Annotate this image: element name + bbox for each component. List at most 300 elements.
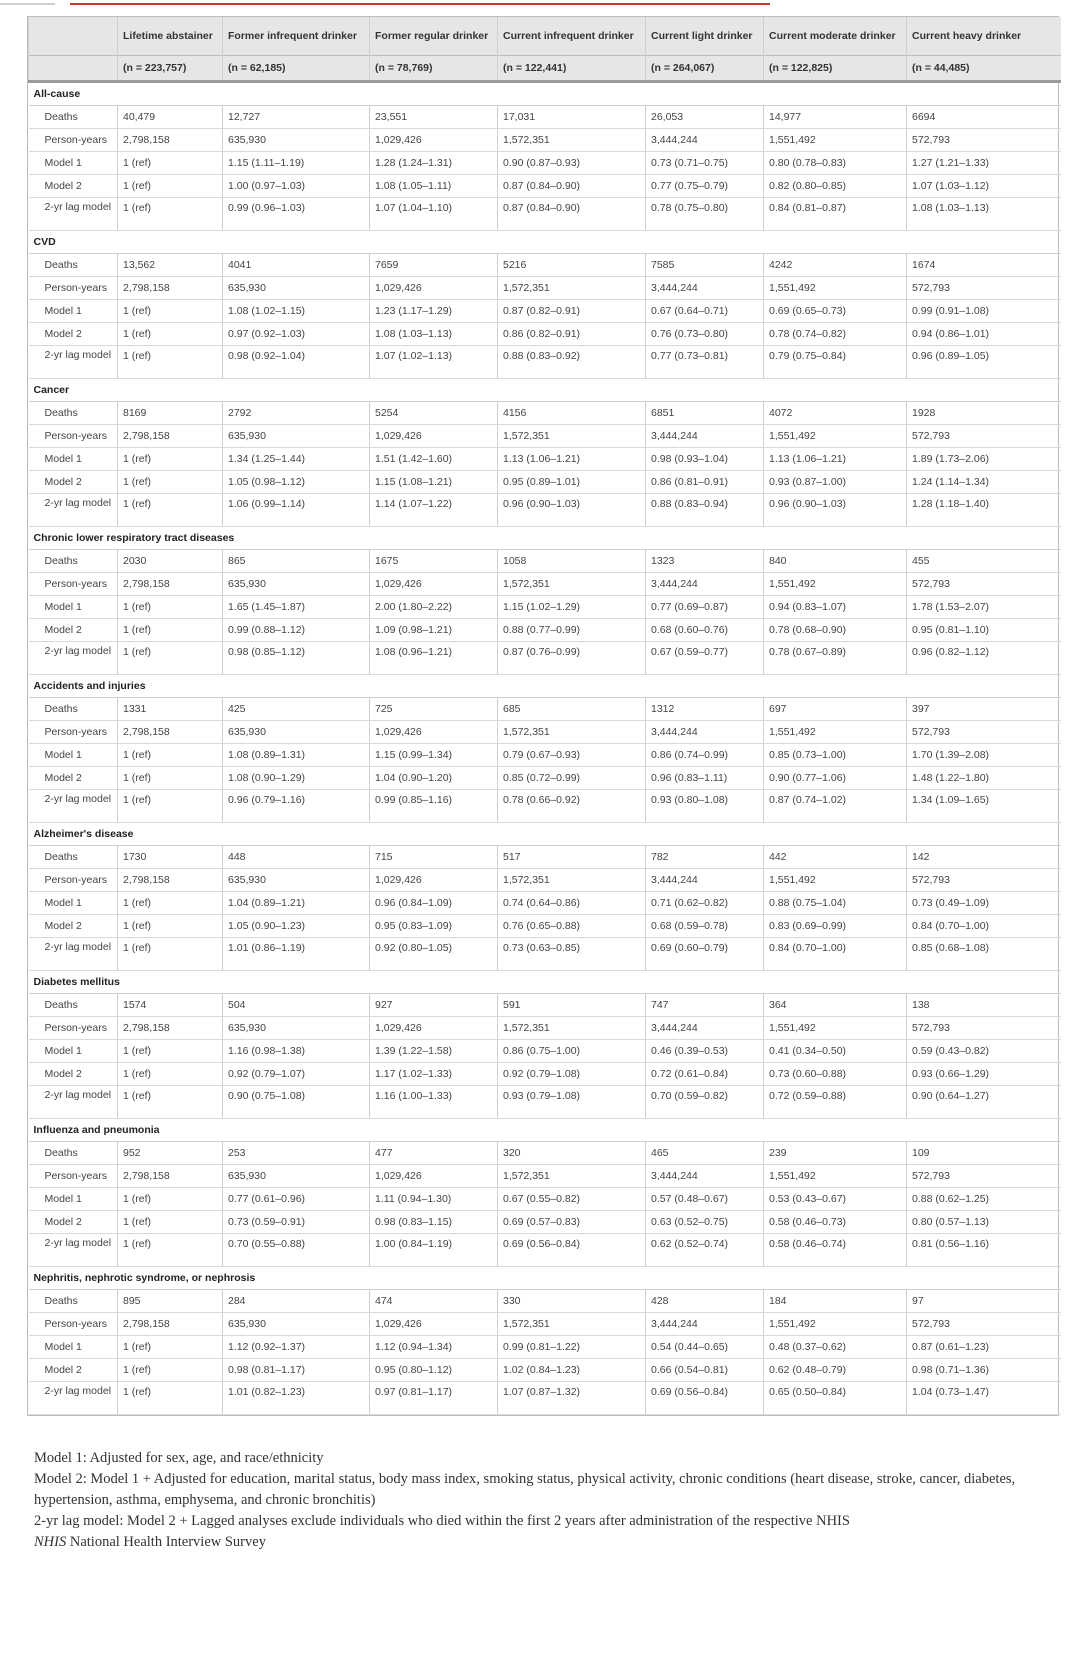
table-cell: 0.94 (0.86–1.01) <box>907 323 1061 346</box>
section-title: Influenza and pneumonia <box>29 1119 1061 1142</box>
table-row <box>29 1234 1061 1267</box>
section-header-row <box>29 379 1061 402</box>
table-cell: 1.17 (1.02–1.33) <box>370 1063 498 1086</box>
table-cell: 1.23 (1.17–1.29) <box>370 300 498 323</box>
table-cell: 0.95 (0.80–1.12) <box>370 1359 498 1382</box>
table-cell: 0.73 (0.60–0.88) <box>764 1063 907 1086</box>
row-label: Model 1 <box>29 892 118 915</box>
table-cell: 5254 <box>370 402 498 425</box>
row-label: 2-yr lag model <box>29 346 118 379</box>
row-label: Model 1 <box>29 448 118 471</box>
table-cell: 0.93 (0.87–1.00) <box>764 471 907 494</box>
table-cell: 1.05 (0.90–1.23) <box>223 915 370 938</box>
table-cell: 1.04 (0.89–1.21) <box>223 892 370 915</box>
table-cell: 1.15 (1.11–1.19) <box>223 152 370 175</box>
row-label: Model 2 <box>29 175 118 198</box>
row-label: 2-yr lag model <box>29 1086 118 1119</box>
table-cell: 1 (ref) <box>118 744 223 767</box>
row-label: Model 2 <box>29 1211 118 1234</box>
table-row <box>29 994 1061 1017</box>
table-cell: 138 <box>907 994 1061 1017</box>
table-cell: 1.08 (1.02–1.15) <box>223 300 370 323</box>
table-cell: 1.78 (1.53–2.07) <box>907 596 1061 619</box>
table-cell: 0.87 (0.61–1.23) <box>907 1336 1061 1359</box>
table-cell: 474 <box>370 1290 498 1313</box>
table-cell: 1 (ref) <box>118 1086 223 1119</box>
table-cell: 0.87 (0.82–0.91) <box>498 300 646 323</box>
table-cell: 1 (ref) <box>118 938 223 971</box>
table-cell: 0.67 (0.55–0.82) <box>498 1188 646 1211</box>
table-cell: 0.73 (0.63–0.85) <box>498 938 646 971</box>
mortality-table <box>28 17 1061 1415</box>
table-cell: 0.78 (0.68–0.90) <box>764 619 907 642</box>
table-row <box>29 129 1061 152</box>
row-label: 2-yr lag model <box>29 938 118 971</box>
table-cell: 1 (ref) <box>118 494 223 527</box>
table-cell: 1,029,426 <box>370 573 498 596</box>
table-row <box>29 767 1061 790</box>
table-row <box>29 744 1061 767</box>
table-cell: 1.34 (1.25–1.44) <box>223 448 370 471</box>
table-cell: 0.88 (0.83–0.94) <box>646 494 764 527</box>
table-cell: 0.92 (0.79–1.07) <box>223 1063 370 1086</box>
table-row <box>29 790 1061 823</box>
table-cell: 0.66 (0.54–0.81) <box>646 1359 764 1382</box>
table-cell: 1,551,492 <box>764 869 907 892</box>
table-cell: 1,551,492 <box>764 1017 907 1040</box>
row-label: Deaths <box>29 994 118 1017</box>
table-cell: 4156 <box>498 402 646 425</box>
table-cell: 3,444,244 <box>646 869 764 892</box>
table-row <box>29 915 1061 938</box>
section-title: CVD <box>29 231 1061 254</box>
row-label: Person-years <box>29 1017 118 1040</box>
table-cell: 2,798,158 <box>118 129 223 152</box>
table-cell: 0.95 (0.83–1.09) <box>370 915 498 938</box>
table-cell: 13,562 <box>118 254 223 277</box>
table-cell: 0.98 (0.81–1.17) <box>223 1359 370 1382</box>
table-cell: 455 <box>907 550 1061 573</box>
table-cell: 572,793 <box>907 721 1061 744</box>
table-cell: 465 <box>646 1142 764 1165</box>
table-cell: 0.63 (0.52–0.75) <box>646 1211 764 1234</box>
table-cell: 572,793 <box>907 869 1061 892</box>
table-cell: 782 <box>646 846 764 869</box>
table-cell: 3,444,244 <box>646 573 764 596</box>
table-cell: 1,029,426 <box>370 425 498 448</box>
table-cell: 0.88 (0.83–0.92) <box>498 346 646 379</box>
table-row <box>29 869 1061 892</box>
table-cell: 0.87 (0.84–0.90) <box>498 175 646 198</box>
table-row <box>29 198 1061 231</box>
table-cell: 0.59 (0.43–0.82) <box>907 1040 1061 1063</box>
table-cell: 0.67 (0.59–0.77) <box>646 642 764 675</box>
table-cell: 685 <box>498 698 646 721</box>
table-cell: 1.06 (0.99–1.14) <box>223 494 370 527</box>
table-cell: 0.98 (0.71–1.36) <box>907 1359 1061 1382</box>
table-cell: 0.68 (0.59–0.78) <box>646 915 764 938</box>
table-cell: 0.69 (0.56–0.84) <box>646 1382 764 1415</box>
column-sample-size: (n = 44,485) <box>907 56 1061 82</box>
table-cell: 0.85 (0.68–1.08) <box>907 938 1061 971</box>
table-cell: 0.85 (0.73–1.00) <box>764 744 907 767</box>
row-label: Person-years <box>29 425 118 448</box>
row-label: 2-yr lag model <box>29 1382 118 1415</box>
table-cell: 0.72 (0.61–0.84) <box>646 1063 764 1086</box>
table-cell: 26,053 <box>646 106 764 129</box>
table-cell: 1,029,426 <box>370 1165 498 1188</box>
table-cell: 0.93 (0.79–1.08) <box>498 1086 646 1119</box>
section-title: Nephritis, nephrotic syndrome, or nephrosis <box>29 1267 1061 1290</box>
column-header: Former infrequent drinker <box>223 17 370 56</box>
table-cell: 1675 <box>370 550 498 573</box>
table-cell: 0.88 (0.62–1.25) <box>907 1188 1061 1211</box>
table-cell: 1312 <box>646 698 764 721</box>
table-cell: 1.15 (1.02–1.29) <box>498 596 646 619</box>
table-cell: 1.70 (1.39–2.08) <box>907 744 1061 767</box>
table-cell: 1,572,351 <box>498 425 646 448</box>
column-header: Lifetime abstainer <box>118 17 223 56</box>
row-label: Person-years <box>29 573 118 596</box>
table-cell: 0.79 (0.67–0.93) <box>498 744 646 767</box>
table-row <box>29 1165 1061 1188</box>
table-cell: 1,029,426 <box>370 1017 498 1040</box>
table-cell: 4242 <box>764 254 907 277</box>
row-label: Person-years <box>29 1313 118 1336</box>
column-header: Current moderate drinker <box>764 17 907 56</box>
column-sample-size: (n = 122,441) <box>498 56 646 82</box>
table-cell: 5216 <box>498 254 646 277</box>
table-row <box>29 300 1061 323</box>
table-cell: 0.98 (0.83–1.15) <box>370 1211 498 1234</box>
table-cell: 1 (ref) <box>118 346 223 379</box>
table-row <box>29 106 1061 129</box>
table-cell: 0.83 (0.69–0.99) <box>764 915 907 938</box>
table-cell: 3,444,244 <box>646 129 764 152</box>
row-label: Person-years <box>29 721 118 744</box>
column-sample-size: (n = 78,769) <box>370 56 498 82</box>
table-cell: 1,572,351 <box>498 129 646 152</box>
table-cell: 635,930 <box>223 1017 370 1040</box>
table-cell: 0.93 (0.66–1.29) <box>907 1063 1061 1086</box>
table-cell: 0.96 (0.90–1.03) <box>764 494 907 527</box>
table-cell: 0.94 (0.83–1.07) <box>764 596 907 619</box>
table-cell: 1331 <box>118 698 223 721</box>
table-cell: 715 <box>370 846 498 869</box>
table-cell: 0.87 (0.74–1.02) <box>764 790 907 823</box>
row-label: Deaths <box>29 698 118 721</box>
table-cell: 0.86 (0.74–0.99) <box>646 744 764 767</box>
row-label: Deaths <box>29 846 118 869</box>
table-cell: 572,793 <box>907 1313 1061 1336</box>
table-cell: 0.72 (0.59–0.88) <box>764 1086 907 1119</box>
table-cell: 572,793 <box>907 573 1061 596</box>
table-cell: 0.96 (0.83–1.11) <box>646 767 764 790</box>
table-cell: 1.01 (0.82–1.23) <box>223 1382 370 1415</box>
table-cell: 0.99 (0.91–1.08) <box>907 300 1061 323</box>
table-cell: 364 <box>764 994 907 1017</box>
column-sample-size: (n = 264,067) <box>646 56 764 82</box>
table-cell: 1.08 (0.90–1.29) <box>223 767 370 790</box>
table-cell: 3,444,244 <box>646 1165 764 1188</box>
table-cell: 0.96 (0.79–1.16) <box>223 790 370 823</box>
table-cell: 1.11 (0.94–1.30) <box>370 1188 498 1211</box>
table-cell: 1,551,492 <box>764 573 907 596</box>
table-row <box>29 1313 1061 1336</box>
table-cell: 0.62 (0.52–0.74) <box>646 1234 764 1267</box>
table-cell: 1.51 (1.42–1.60) <box>370 448 498 471</box>
table-cell: 2030 <box>118 550 223 573</box>
row-label: Model 2 <box>29 915 118 938</box>
table-cell: 0.76 (0.65–0.88) <box>498 915 646 938</box>
table-row <box>29 573 1061 596</box>
table-cell: 0.73 (0.59–0.91) <box>223 1211 370 1234</box>
table-cell: 1,572,351 <box>498 1017 646 1040</box>
row-label: Model 2 <box>29 619 118 642</box>
table-cell: 0.99 (0.96–1.03) <box>223 198 370 231</box>
table-cell: 0.84 (0.70–1.00) <box>764 938 907 971</box>
nhis-definition: National Health Interview Survey <box>66 1534 266 1550</box>
table-cell: 1.08 (1.03–1.13) <box>370 323 498 346</box>
table-cell: 1.12 (0.92–1.37) <box>223 1336 370 1359</box>
table-cell: 0.79 (0.75–0.84) <box>764 346 907 379</box>
table-cell: 284 <box>223 1290 370 1313</box>
table-cell: 0.74 (0.64–0.86) <box>498 892 646 915</box>
table-cell: 635,930 <box>223 129 370 152</box>
nhis-abbreviation: NHIS <box>34 1534 67 1550</box>
table-cell: 0.87 (0.76–0.99) <box>498 642 646 675</box>
table-cell: 1 (ref) <box>118 471 223 494</box>
table-cell: 442 <box>764 846 907 869</box>
table-row <box>29 721 1061 744</box>
row-label: Deaths <box>29 106 118 129</box>
title-link-underline <box>70 3 770 5</box>
mortality-table-container <box>27 16 1059 1416</box>
table-cell: 1 (ref) <box>118 323 223 346</box>
table-cell: 320 <box>498 1142 646 1165</box>
table-cell: 0.68 (0.60–0.76) <box>646 619 764 642</box>
table-cell: 397 <box>907 698 1061 721</box>
row-label: Deaths <box>29 1290 118 1313</box>
row-label: Person-years <box>29 129 118 152</box>
header-row-names <box>29 17 1061 56</box>
table-cell: 3,444,244 <box>646 1313 764 1336</box>
table-cell: 1323 <box>646 550 764 573</box>
table-cell: 0.77 (0.61–0.96) <box>223 1188 370 1211</box>
table-row <box>29 1040 1061 1063</box>
table-cell: 0.69 (0.65–0.73) <box>764 300 907 323</box>
table-cell: 1,551,492 <box>764 721 907 744</box>
table-cell: 23,551 <box>370 106 498 129</box>
footnote-model2: Model 2: Model 1 + Adjusted for education, marital status, body mass index, smoking status, physical activity, chronic conditions (heart disease, stroke, cancer, diabetes, hypertension, asthma, emphysema, and chronic bronchitis) <box>34 1471 1016 1508</box>
table-cell: 1 (ref) <box>118 892 223 915</box>
table-cell: 1.48 (1.22–1.80) <box>907 767 1061 790</box>
table-cell: 0.90 (0.64–1.27) <box>907 1086 1061 1119</box>
table-cell: 14,977 <box>764 106 907 129</box>
row-label: Model 1 <box>29 596 118 619</box>
table-cell: 0.46 (0.39–0.53) <box>646 1040 764 1063</box>
table-cell: 1058 <box>498 550 646 573</box>
table-cell: 2,798,158 <box>118 1017 223 1040</box>
header-row-counts <box>29 56 1061 82</box>
table-row <box>29 471 1061 494</box>
row-label: Person-years <box>29 869 118 892</box>
table-cell: 0.77 (0.73–0.81) <box>646 346 764 379</box>
table-row <box>29 494 1061 527</box>
table-cell: 0.58 (0.46–0.74) <box>764 1234 907 1267</box>
table-row <box>29 152 1061 175</box>
table-cell: 0.97 (0.92–1.03) <box>223 323 370 346</box>
table-cell: 0.77 (0.69–0.87) <box>646 596 764 619</box>
table-row <box>29 1188 1061 1211</box>
table-cell: 1.08 (0.89–1.31) <box>223 744 370 767</box>
table-cell: 1.15 (0.99–1.34) <box>370 744 498 767</box>
table-row <box>29 642 1061 675</box>
table-cell: 1.07 (1.04–1.10) <box>370 198 498 231</box>
table-cell: 1.15 (1.08–1.21) <box>370 471 498 494</box>
section-header-row <box>29 82 1061 106</box>
column-header: Former regular drinker <box>370 17 498 56</box>
table-cell: 1,572,351 <box>498 869 646 892</box>
table-cell: 1.07 (1.02–1.13) <box>370 346 498 379</box>
table-cell: 1 (ref) <box>118 767 223 790</box>
table-cell: 572,793 <box>907 277 1061 300</box>
section-header-row <box>29 527 1061 550</box>
table-cell: 1 (ref) <box>118 448 223 471</box>
header-corner <box>29 17 118 56</box>
table-cell: 0.84 (0.81–0.87) <box>764 198 907 231</box>
section-title: Accidents and injuries <box>29 675 1061 698</box>
table-cell: 1,029,426 <box>370 129 498 152</box>
table-cell: 0.73 (0.71–0.75) <box>646 152 764 175</box>
table-cell: 1.01 (0.86–1.19) <box>223 938 370 971</box>
table-cell: 1.04 (0.73–1.47) <box>907 1382 1061 1415</box>
table-row <box>29 175 1061 198</box>
footnote-model1: Model 1: Adjusted for sex, age, and race/ethnicity <box>34 1450 324 1466</box>
table-cell: 2.00 (1.80–2.22) <box>370 596 498 619</box>
table-cell: 0.69 (0.57–0.83) <box>498 1211 646 1234</box>
table-cell: 0.53 (0.43–0.67) <box>764 1188 907 1211</box>
table-cell: 97 <box>907 1290 1061 1313</box>
row-label: Deaths <box>29 550 118 573</box>
table-cell: 572,793 <box>907 1165 1061 1188</box>
section-header-row <box>29 675 1061 698</box>
table-cell: 7659 <box>370 254 498 277</box>
table-cell: 1.07 (0.87–1.32) <box>498 1382 646 1415</box>
table-cell: 40,479 <box>118 106 223 129</box>
table-row <box>29 1382 1061 1415</box>
table-cell: 697 <box>764 698 907 721</box>
table-cell: 1.28 (1.24–1.31) <box>370 152 498 175</box>
table-cell: 0.85 (0.72–0.99) <box>498 767 646 790</box>
table-cell: 1 (ref) <box>118 1063 223 1086</box>
table-cell: 635,930 <box>223 573 370 596</box>
table-cell: 0.96 (0.84–1.09) <box>370 892 498 915</box>
table-cell: 7585 <box>646 254 764 277</box>
table-cell: 0.41 (0.34–0.50) <box>764 1040 907 1063</box>
table-cell: 572,793 <box>907 129 1061 152</box>
table-cell: 0.99 (0.88–1.12) <box>223 619 370 642</box>
row-label: Deaths <box>29 1142 118 1165</box>
table-cell: 1,572,351 <box>498 721 646 744</box>
table-cell: 0.92 (0.79–1.08) <box>498 1063 646 1086</box>
table-cell: 428 <box>646 1290 764 1313</box>
table-row <box>29 698 1061 721</box>
table-cell: 3,444,244 <box>646 1017 764 1040</box>
table-cell: 1674 <box>907 254 1061 277</box>
table-cell: 0.96 (0.82–1.12) <box>907 642 1061 675</box>
table-row <box>29 1211 1061 1234</box>
column-header: Current heavy drinker <box>907 17 1061 56</box>
table-row <box>29 425 1061 448</box>
table-cell: 0.80 (0.78–0.83) <box>764 152 907 175</box>
row-label: Person-years <box>29 277 118 300</box>
table-cell: 572,793 <box>907 425 1061 448</box>
table-cell: 0.84 (0.70–1.00) <box>907 915 1061 938</box>
section-header-row <box>29 1267 1061 1290</box>
table-cell: 0.99 (0.85–1.16) <box>370 790 498 823</box>
section-title: Alzheimer's disease <box>29 823 1061 846</box>
table-cell: 0.95 (0.89–1.01) <box>498 471 646 494</box>
table-cell: 635,930 <box>223 1165 370 1188</box>
table-cell: 3,444,244 <box>646 425 764 448</box>
table-cell: 6694 <box>907 106 1061 129</box>
table-cell: 1,029,426 <box>370 277 498 300</box>
row-label: Deaths <box>29 254 118 277</box>
table-cell: 635,930 <box>223 277 370 300</box>
table-cell: 0.98 (0.85–1.12) <box>223 642 370 675</box>
table-cell: 1 (ref) <box>118 175 223 198</box>
table-cell: 504 <box>223 994 370 1017</box>
table-row <box>29 1017 1061 1040</box>
table-row <box>29 1290 1061 1313</box>
table-cell: 0.70 (0.55–0.88) <box>223 1234 370 1267</box>
table-cell: 1 (ref) <box>118 619 223 642</box>
table-cell: 0.78 (0.74–0.82) <box>764 323 907 346</box>
table-cell: 0.70 (0.59–0.82) <box>646 1086 764 1119</box>
table-row <box>29 1336 1061 1359</box>
table-cell: 1,551,492 <box>764 277 907 300</box>
table-row <box>29 448 1061 471</box>
section-title: Chronic lower respiratory tract diseases <box>29 527 1061 550</box>
table-cell: 0.95 (0.81–1.10) <box>907 619 1061 642</box>
table-cell: 0.97 (0.81–1.17) <box>370 1382 498 1415</box>
row-label: 2-yr lag model <box>29 1234 118 1267</box>
table-cell: 0.78 (0.75–0.80) <box>646 198 764 231</box>
table-cell: 0.81 (0.56–1.16) <box>907 1234 1061 1267</box>
table-cell: 0.99 (0.81–1.22) <box>498 1336 646 1359</box>
row-label: 2-yr lag model <box>29 642 118 675</box>
table-cell: 1,551,492 <box>764 1165 907 1188</box>
table-cell: 2,798,158 <box>118 869 223 892</box>
table-cell: 239 <box>764 1142 907 1165</box>
table-cell: 2,798,158 <box>118 573 223 596</box>
table-cell: 8169 <box>118 402 223 425</box>
table-cell: 0.65 (0.50–0.84) <box>764 1382 907 1415</box>
row-label: Model 2 <box>29 767 118 790</box>
row-label: Model 1 <box>29 1188 118 1211</box>
table-cell: 517 <box>498 846 646 869</box>
table-cell: 0.92 (0.80–1.05) <box>370 938 498 971</box>
section-header-row <box>29 823 1061 846</box>
column-sample-size: (n = 122,825) <box>764 56 907 82</box>
table-cell: 0.98 (0.92–1.04) <box>223 346 370 379</box>
table-row <box>29 596 1061 619</box>
table-row <box>29 1086 1061 1119</box>
table-cell: 4072 <box>764 402 907 425</box>
row-label: 2-yr lag model <box>29 790 118 823</box>
table-cell: 1.39 (1.22–1.58) <box>370 1040 498 1063</box>
